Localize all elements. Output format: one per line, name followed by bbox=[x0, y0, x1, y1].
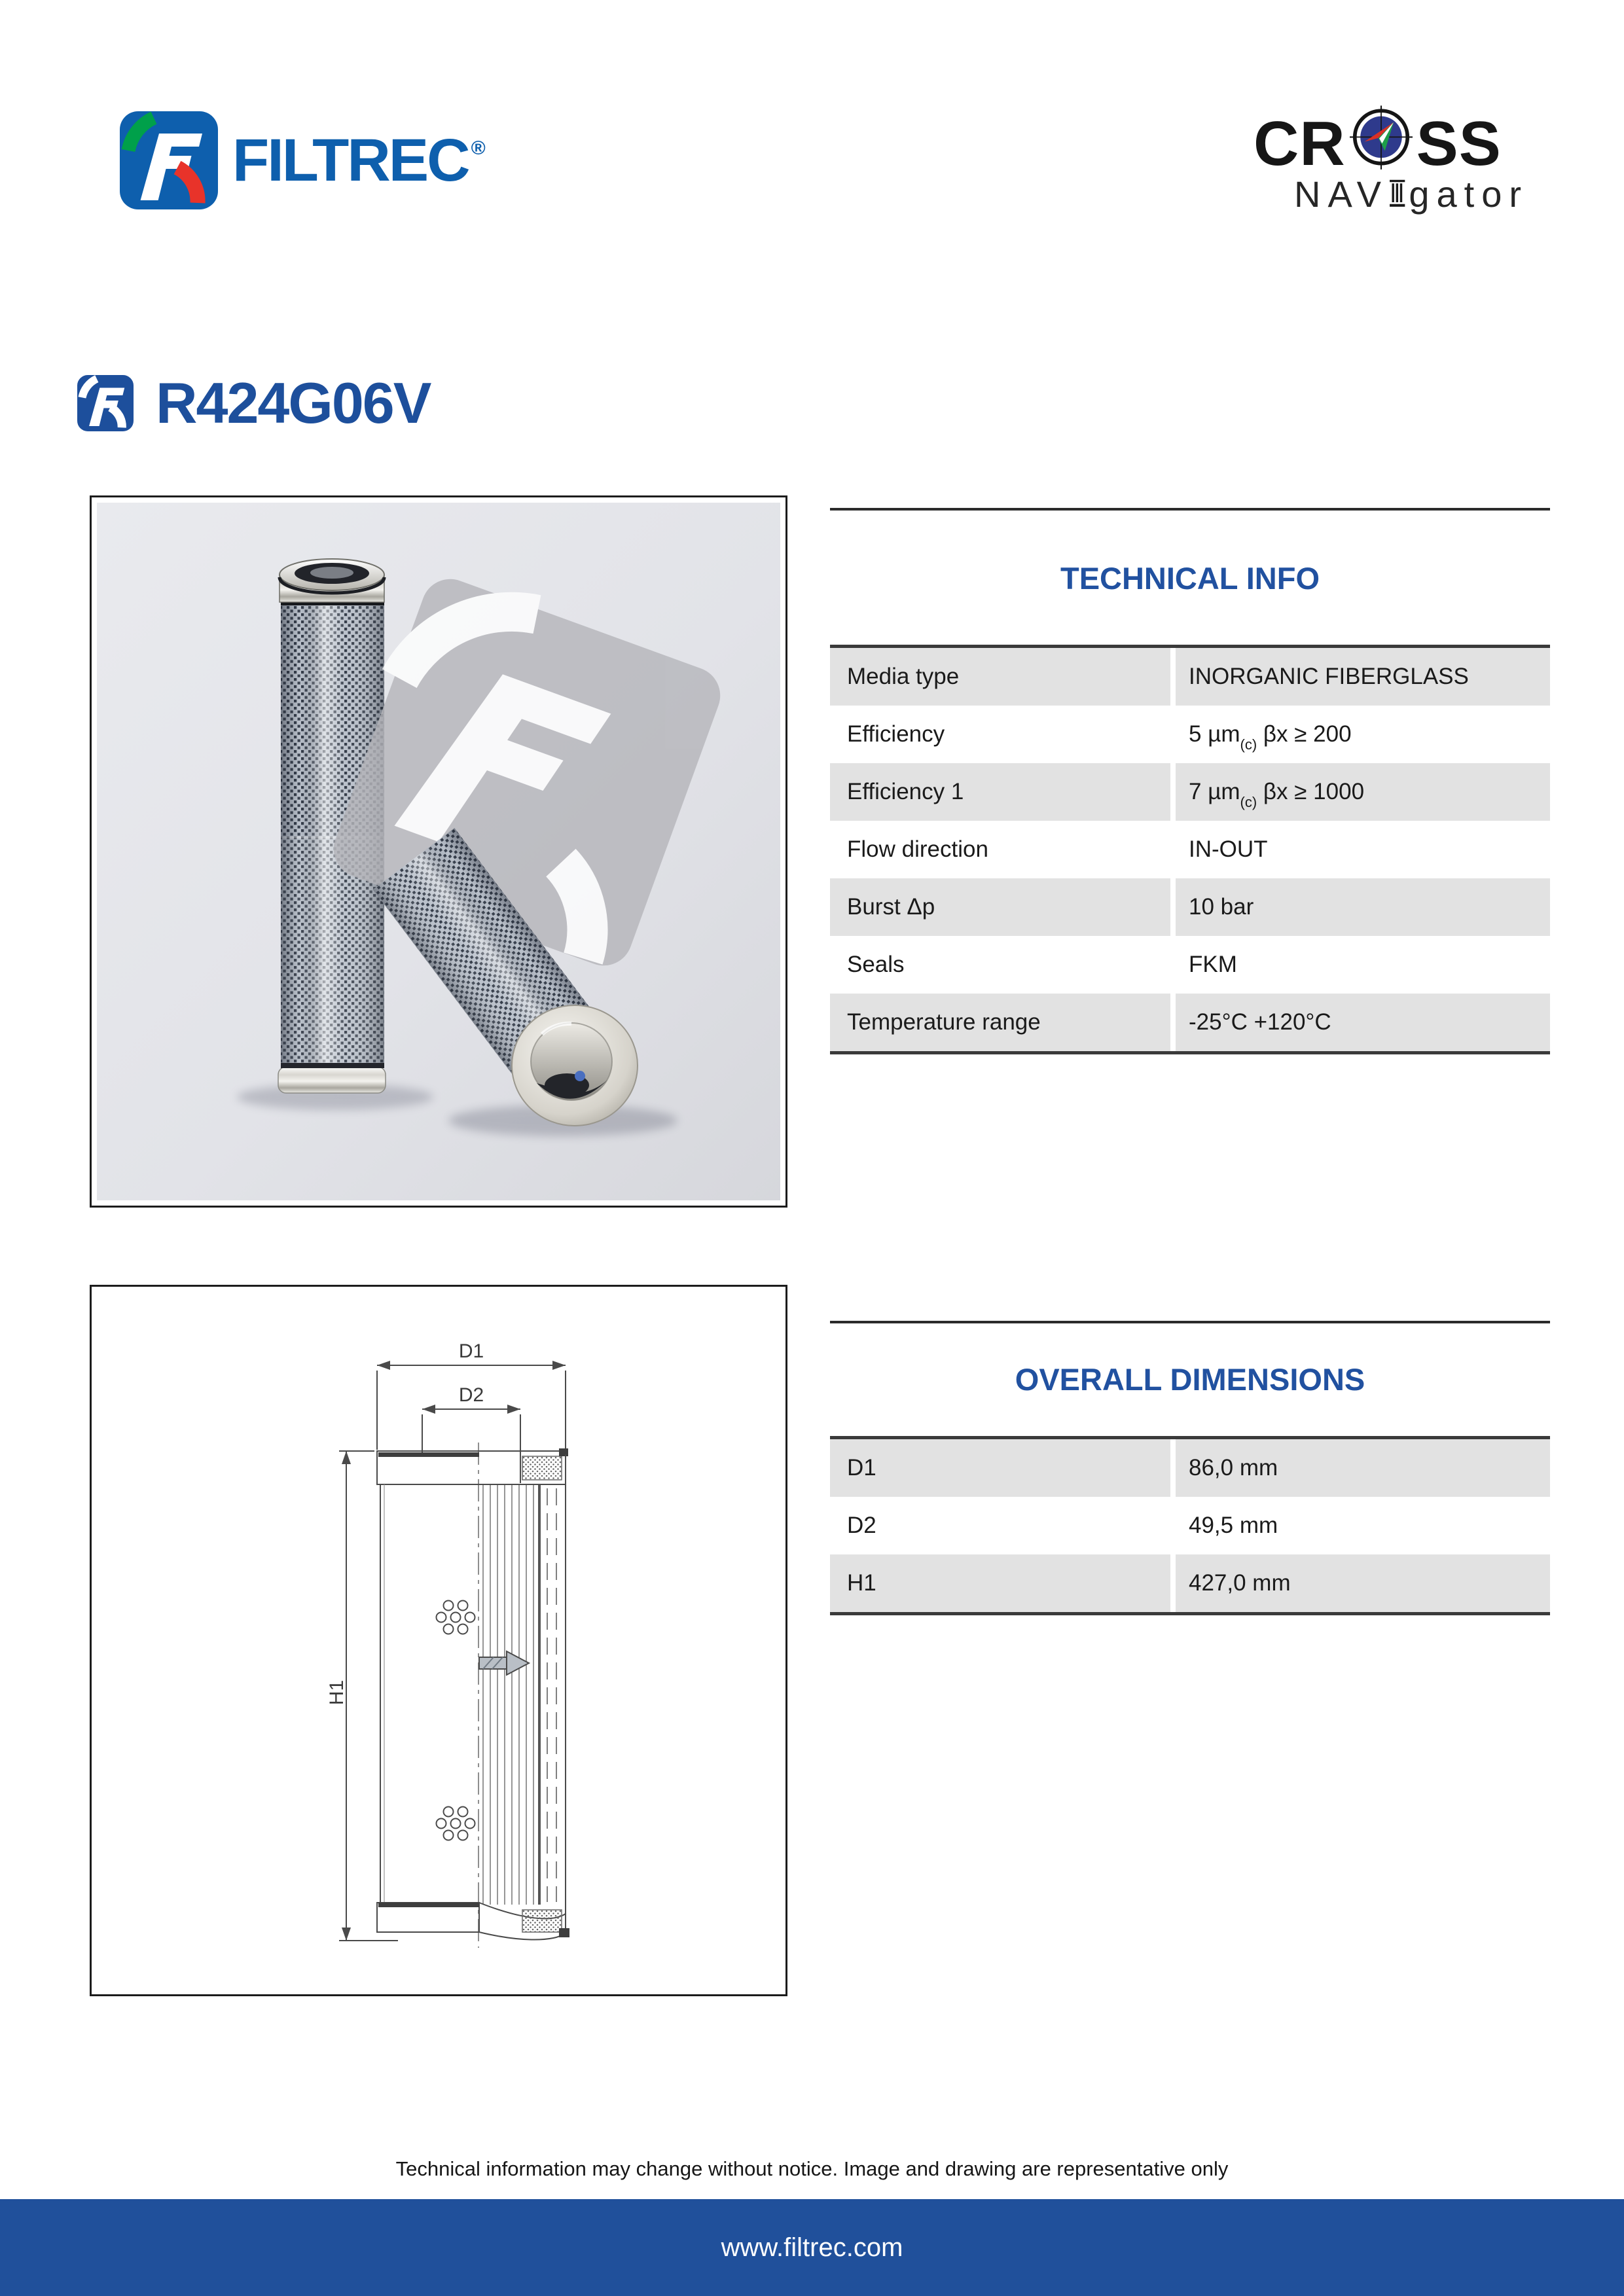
table-row bbox=[830, 1554, 1550, 1612]
cross-text-left: CR bbox=[1254, 109, 1346, 179]
cross-navigator-logo bbox=[1254, 105, 1528, 215]
product-code: R424G06V bbox=[156, 370, 431, 435]
technical-drawing-image bbox=[92, 1287, 785, 1994]
row-label: H1 bbox=[830, 1554, 1170, 1612]
row-label: Seals bbox=[847, 952, 905, 977]
table-row bbox=[830, 706, 1550, 763]
row-label: Flow direction bbox=[847, 836, 988, 862]
product-code-icon bbox=[77, 375, 134, 431]
row-value: 86,0 mm bbox=[1176, 1439, 1550, 1497]
table-row bbox=[830, 1439, 1550, 1497]
table-row bbox=[830, 936, 1550, 994]
table-row bbox=[830, 648, 1550, 706]
product-title bbox=[77, 372, 430, 435]
website-link[interactable]: www.filtrec.com bbox=[721, 2233, 903, 2262]
row-label: Burst Δp bbox=[830, 878, 1170, 936]
flow-arrow bbox=[479, 1651, 529, 1675]
footer-bar bbox=[0, 2199, 1624, 2296]
row-value-tail: βx ≥ 200 bbox=[1257, 721, 1352, 747]
dim-label-d2: D2 bbox=[458, 1384, 484, 1406]
dimensions-table bbox=[830, 1436, 1550, 1615]
row-label: D2 bbox=[847, 1513, 876, 1538]
row-value: 427,0 mm bbox=[1176, 1554, 1550, 1612]
table-row bbox=[830, 763, 1550, 821]
nav-text: NAV bbox=[1294, 173, 1388, 215]
table-row bbox=[830, 878, 1550, 936]
table-row bbox=[830, 821, 1550, 878]
row-value-subscript: (c) bbox=[1240, 794, 1257, 810]
row-value: IN-OUT bbox=[1189, 836, 1268, 862]
row-value: 10 bar bbox=[1189, 894, 1254, 920]
row-label: Efficiency bbox=[847, 721, 945, 747]
tech-info-title: TECHNICAL INFO bbox=[1060, 561, 1320, 596]
product-photo bbox=[90, 495, 787, 1208]
row-label: D1 bbox=[830, 1439, 1170, 1497]
row-label: Temperature range bbox=[830, 994, 1170, 1051]
row-label: Media type bbox=[830, 648, 1170, 706]
row-value: 49,5 mm bbox=[1189, 1513, 1278, 1538]
row-value-tail: βx ≥ 1000 bbox=[1257, 779, 1365, 804]
technical-drawing bbox=[90, 1285, 787, 1996]
row-value: INORGANIC FIBERGLASS bbox=[1189, 664, 1469, 689]
dim-label-h1: H1 bbox=[326, 1679, 348, 1706]
dimensions-title: OVERALL DIMENSIONS bbox=[1015, 1362, 1365, 1397]
tech-info-rule bbox=[830, 508, 1550, 511]
table-bottom-border bbox=[830, 1051, 1550, 1054]
disclaimer-text: Technical information may change without notice. Image and drawing are representative only bbox=[395, 2157, 1229, 2180]
row-value: FKM bbox=[1189, 952, 1237, 977]
dimensions-rule bbox=[830, 1321, 1550, 1323]
table-row bbox=[830, 1497, 1550, 1554]
table-row bbox=[830, 994, 1550, 1051]
gator-text: gator bbox=[1409, 173, 1528, 215]
table-bottom-border bbox=[830, 1612, 1550, 1615]
row-value: 5 µm bbox=[1189, 721, 1240, 747]
filtrec-logo-icon bbox=[120, 111, 218, 209]
product-photo-image bbox=[92, 497, 785, 1206]
row-value: -25°C +120°C bbox=[1189, 1009, 1331, 1035]
row-label: Efficiency 1 bbox=[830, 763, 1170, 821]
compass-icon bbox=[1343, 105, 1419, 183]
cross-text-right: SS bbox=[1416, 109, 1502, 179]
pillar-icon bbox=[1388, 173, 1406, 214]
row-value: 7 µm bbox=[1189, 779, 1240, 804]
filtrec-logo bbox=[120, 111, 486, 209]
registered-mark: ® bbox=[471, 137, 486, 159]
filtrec-wordmark: FILTREC bbox=[232, 127, 469, 194]
dim-label-d1: D1 bbox=[458, 1340, 484, 1362]
row-value-subscript: (c) bbox=[1240, 736, 1257, 753]
tech-info-table bbox=[830, 645, 1550, 1054]
